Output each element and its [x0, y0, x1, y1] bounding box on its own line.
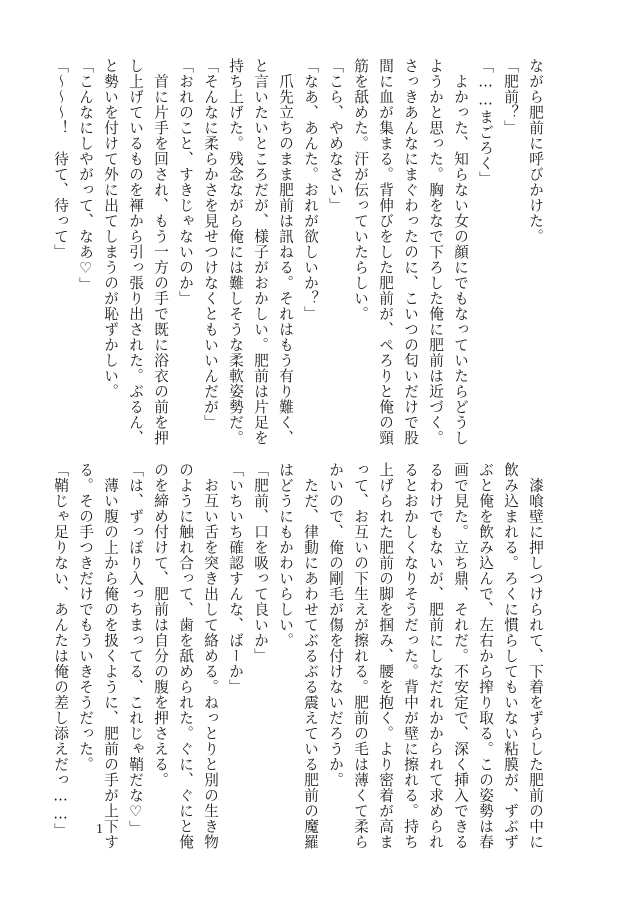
text-line: 首に片手を回され、もう一方の手で既に浴衣の前を押	[152, 58, 169, 446]
text-line: 「そんなに柔らかさを見せつけなくともいいんだが」	[202, 58, 219, 430]
text-line: 「おれのこと、すきじゃないのか」	[177, 58, 194, 306]
text-line: るとおかしくなりそうだった。背中が壁に擦れる。持ち	[402, 462, 419, 850]
text-line: ぶと俺を飲み込んで、左右から搾り取る。この姿勢は春	[477, 462, 494, 850]
text-block-top	[52, 58, 548, 446]
text-line: お互い舌を突き出して絡める。ねっとりと別の生き物	[202, 462, 219, 850]
text-line: ながら肥前に呼びかけた。	[527, 58, 544, 244]
text-line: のを締め付けて、肥前は自分の腹を押さえる。	[152, 462, 169, 788]
text-line: 「肥前？」	[502, 58, 519, 136]
text-line: かいので、俺の剛毛が傷を付けないだろうか。	[327, 462, 344, 788]
text-line: 「肥前、口を吸って良いか」	[252, 462, 269, 664]
text-line: さっきあんなにまぐわったのに、こいつの匂いだけで股	[402, 58, 419, 446]
text-line: る。その手つきだけでもういきそうだった。	[77, 462, 94, 772]
text-line: と言いたいところだが、様子がおかしい。肥前は片足を	[252, 58, 269, 446]
text-line: 飲み込まれる。ろくに慣らしてもいない粘膜が、ずぶず	[502, 462, 519, 850]
text-line: るわけでもないが、肥前にしなだれかかられて求められ	[427, 462, 444, 850]
text-line: し上げているものを褌から引っ張り出された。ぶるん、	[127, 58, 144, 446]
text-line: 「なあ、あんた。おれが欲しいか？」	[302, 58, 319, 322]
text-line: 持ち上げた。残念ながら俺には難しそうな柔軟姿勢だ。	[227, 58, 244, 446]
text-line: と勢いを付けて外に出てしまうのが恥ずかしい。	[102, 58, 119, 399]
text-line: 「～～～！ 待て、待って」	[52, 58, 69, 260]
text-line: 画で見た。立ち鼎、それだ。不安定で、深く挿入できる	[452, 462, 469, 850]
text-line: 薄い腹の上から俺のを扱くように、肥前の手が上下す	[102, 462, 119, 850]
text-line: 「……まごろく」	[477, 58, 494, 187]
text-block-bottom	[52, 462, 548, 850]
text-line: ようかと思った。胸をなで下ろした俺に肥前は近づく。	[427, 58, 444, 446]
text-line: のように触れ合って、歯を舐められた。ぐに、ぐにと俺	[177, 462, 194, 850]
page-number: 1	[96, 822, 103, 837]
text-line: 「こんなにしやがって、なあ♡」	[77, 58, 94, 293]
text-line: 「こら、やめなさい」	[327, 58, 344, 213]
text-line: 漆喰壁に押しつけられて、下着をずらした肥前の中に	[527, 462, 544, 850]
text-line: 「いちいち確認すんな、ばーか」	[227, 462, 244, 695]
text-line: 上げられた肥前の脚を掴み、腰を抱く。より密着が高ま	[377, 462, 394, 850]
text-line: って、お互いの下生えが擦れる。肥前の毛は薄くて柔ら	[352, 462, 369, 850]
text-line: はどうにもかわいらしい。	[277, 462, 294, 648]
text-line: 「は、ずっぽり入っちまってる、これじゃ鞘だな♡」	[127, 462, 144, 837]
text-line: よかった、知らない女の顔にでもなっていたらどうし	[452, 58, 469, 446]
text-line: 間に血が集まる。背伸びをした肥前が、ぺろりと俺の頸	[377, 58, 394, 446]
text-line: 爪先立ちのまま肥前は訊ねる。それはもう有り難く、	[277, 58, 294, 446]
text-line: ただ、律動にあわせてぶるぶる震えている肥前の魔羅	[302, 462, 319, 850]
text-line: 「鞘じゃ足りない、あんたは俺の差し添えだっ……」	[52, 462, 69, 839]
text-line: 筋を舐めた。汗が伝っていたらしい。	[352, 58, 369, 322]
